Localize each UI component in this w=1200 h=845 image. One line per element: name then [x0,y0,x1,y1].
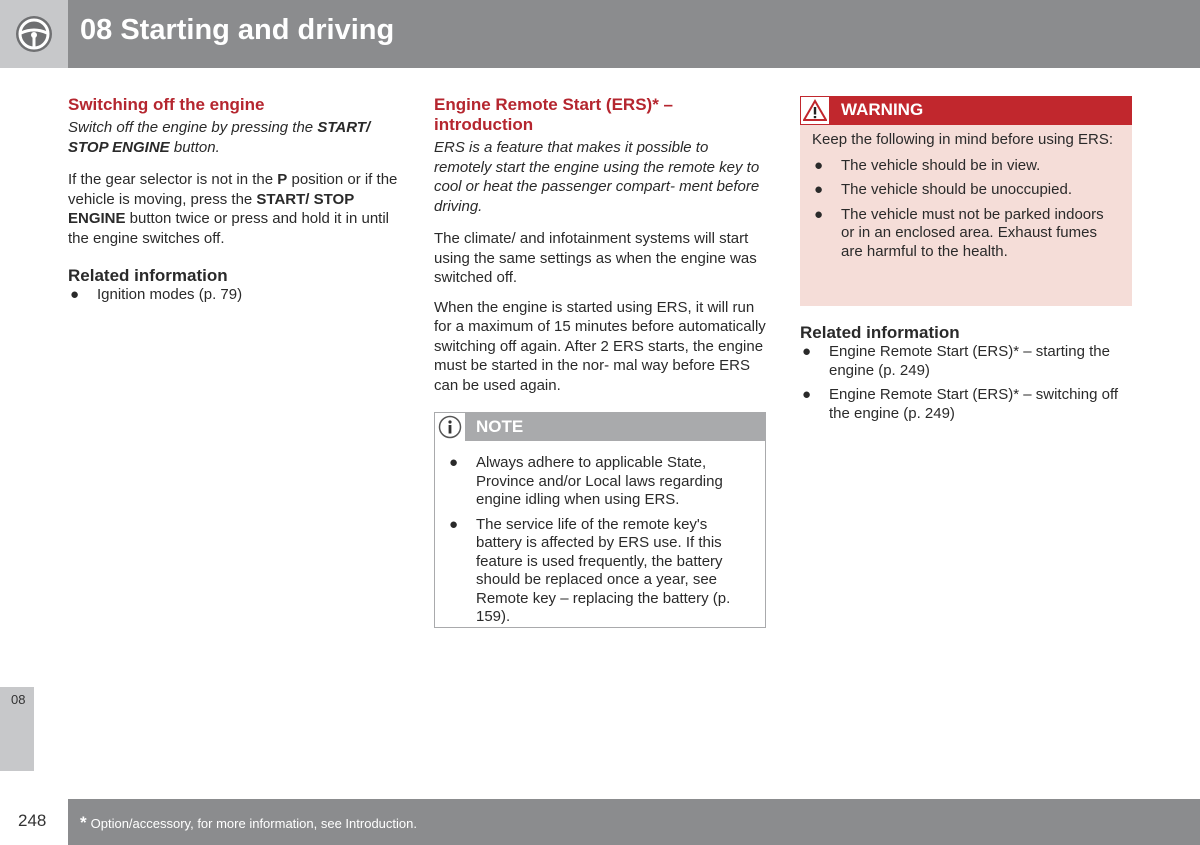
related-list [800,343,1132,423]
bullet-icon: ● [70,286,80,303]
note-box [434,412,766,628]
related-link-ignition-modes[interactable]: ● Ignition modes (p. 79) [70,286,243,303]
page-number: 248 [18,811,47,830]
page-title: 08 Starting and driving [80,14,395,46]
note-list [447,454,751,627]
page-header [0,0,1200,68]
intro-ers: ERS is a feature that makes it possible to remotely start the engine using the remote key to cool or heat the passenger compart- ment before driving. [434,139,760,215]
paragraph-gear-selector: If the gear selector is not in the P position or if the vehicle is moving, press the START/ STOP ENGINE button twice or press and hold it in until the engine switches off. [68,171,398,247]
intro-switching-off: Switch off the engine by pressing the START/ STOP ENGINE button. [68,119,371,156]
note-item[interactable]: ● The service life of the remote key's battery is affected by ERS use. If this feature is used frequently, the battery should be replaced once a year, see Remote key – replacing the battery (p. 159). [449,515,731,625]
warning-item: ● The vehicle should be in view. [814,156,1041,174]
column-ers-introduction [434,95,766,405]
related-link-ers-starting[interactable]: ● Engine Remote Start (ERS)* – starting the engine (p. 249) [802,343,1110,379]
related-information-title: Related information [800,323,960,342]
paragraph-ers-duration: When the engine is started using ERS, it will run for a maximum of 15 minutes before automatically switching off again. After 2 ERS starts, the engine must be started in the nor- mal way before ERS can be used again. [434,298,766,394]
warning-header [800,96,1132,125]
note-label: NOTE [476,417,524,436]
info-icon [438,415,462,439]
header-icon-box [0,0,68,68]
bullet-icon: ● [814,205,824,223]
note-item: ● Always adhere to applicable State, Province and/or Local laws regarding engine idling when using ERS. [449,454,723,508]
bullet-icon: ● [814,181,824,198]
footer-note: * Option/accessory, for more information, see Introduction. [80,813,417,832]
warning-triangle-icon [803,99,827,122]
page-footer [68,799,1200,845]
chapter-side-tab: 08 [0,687,34,771]
warning-item: ● The vehicle must not be parked indoors or in an enclosed area. Exhaust fumes are harmful to the health. [814,205,1104,260]
warning-intro: Keep the following in mind before using ERS: [812,131,1114,148]
related-link-ers-switching-off[interactable]: ● Engine Remote Start (ERS)* – switching off the engine (p. 249) [802,386,1119,422]
bullet-icon: ● [802,386,812,403]
note-header [435,413,765,441]
warning-item: ● The vehicle should be unoccupied. [814,181,1072,198]
column-switching-off [68,95,403,311]
column-related-ers [800,323,1132,429]
section-title-ers: Engine Remote Start (ERS)* – introduction [434,95,673,134]
bullet-icon: ● [449,454,459,471]
bullet-icon: ● [814,156,824,174]
bullet-icon: ● [449,515,459,533]
section-title-switching-off: Switching off the engine [68,95,265,114]
related-information-title: Related information [68,266,228,285]
related-list [68,286,403,305]
warning-label: WARNING [841,100,924,119]
paragraph-climate: The climate/ and infotainment systems will start using the same settings as when the engine was switched off. [434,230,757,286]
bullet-icon: ● [802,343,812,360]
warning-list [812,157,1120,262]
steering-wheel-icon [14,14,54,54]
warning-box [800,96,1132,306]
